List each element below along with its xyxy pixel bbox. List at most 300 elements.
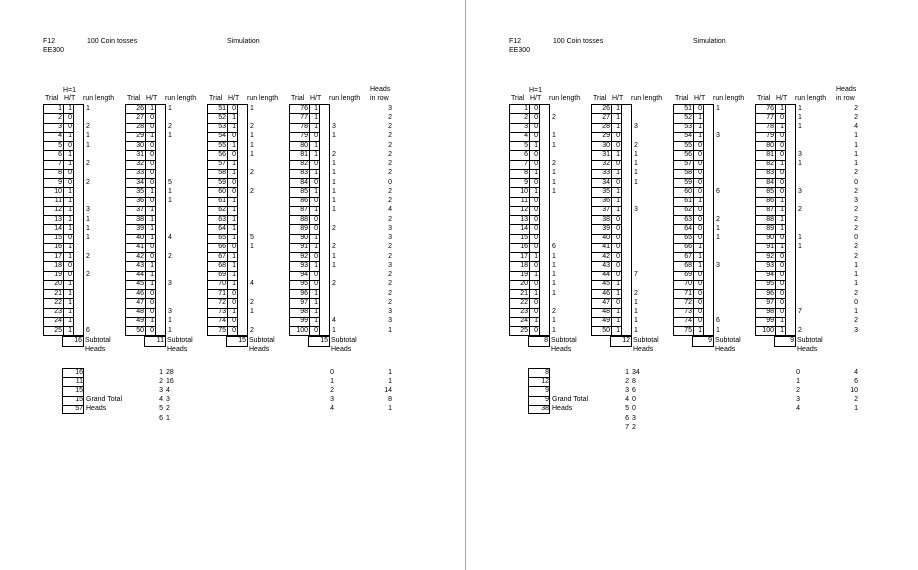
subtotal-label: Subtotal — [551, 336, 577, 344]
trial-number: 99 — [300, 317, 308, 325]
subtotal-value: 12 — [622, 336, 630, 344]
heads-in-row-frequency-key: 3 — [330, 396, 334, 404]
heads-in-row-frequency-count: 1 — [388, 368, 392, 376]
run-length-frequency-key: 2 — [159, 377, 163, 385]
subtotal-label: Subtotal — [331, 336, 357, 344]
toss-result: 1 — [232, 113, 236, 121]
heads-in-row-value: 2 — [854, 187, 858, 195]
trial-number: 91 — [300, 243, 308, 251]
heads-in-row-value: 1 — [854, 150, 858, 158]
subtotal-value: 9 — [708, 336, 712, 344]
col-header-run-length: run length — [631, 95, 663, 102]
toss-result: 0 — [534, 234, 538, 241]
trial-number: 48 — [602, 308, 610, 315]
toss-result: 0 — [232, 289, 236, 297]
run-length-value: 2 — [798, 206, 802, 214]
toss-result: 1 — [780, 224, 784, 232]
trial-number: 86 — [766, 197, 774, 204]
trial-number: 97 — [766, 298, 774, 306]
subtotal-label: Subtotal — [797, 336, 823, 344]
run-length-value: 1 — [552, 317, 556, 325]
run-length-value: 5 — [250, 234, 254, 241]
run-length-value: 3 — [86, 206, 90, 214]
toss-result: 0 — [232, 187, 236, 195]
toss-result: 0 — [534, 298, 538, 306]
subtotal-value: 9 — [790, 336, 794, 344]
heads-in-row-value: 2 — [388, 215, 392, 223]
trial-number: 67 — [218, 252, 226, 260]
run-length-frequency-count: 0 — [632, 405, 636, 413]
col-header-ht: H/T — [146, 95, 158, 102]
toss-result: 1 — [150, 224, 154, 232]
trial-number: 2 — [524, 113, 528, 121]
trial-number: 41 — [136, 243, 144, 251]
toss-result: 0 — [616, 298, 620, 306]
toss-result: 0 — [698, 280, 702, 288]
toss-result: 1 — [150, 280, 154, 288]
trial-number: 13 — [520, 215, 528, 223]
toss-result: 1 — [232, 197, 236, 204]
trial-number: 5 — [58, 141, 62, 149]
trial-number: 64 — [218, 224, 226, 232]
trial-number: 76 — [766, 104, 774, 112]
trial-number: 21 — [520, 289, 528, 297]
run-length-value: 1 — [716, 224, 720, 232]
trial-number: 58 — [218, 169, 226, 177]
run-length-value: 1 — [552, 280, 556, 288]
summary-subtotal-value: 16 — [75, 368, 83, 376]
run-length-frequency-count: 28 — [166, 368, 174, 376]
toss-result: 0 — [780, 141, 784, 149]
toss-result: 0 — [616, 215, 620, 223]
toss-result: 0 — [232, 243, 236, 251]
col-header-trial: Trial — [45, 95, 59, 102]
run-length-frequency-key: 4 — [159, 396, 163, 404]
trial-number: 52 — [684, 113, 692, 121]
run-length-value: 1 — [332, 326, 336, 334]
toss-result: 1 — [232, 234, 236, 241]
toss-result: 0 — [780, 252, 784, 260]
toss-result: 0 — [150, 178, 154, 186]
trial-number: 84 — [766, 178, 774, 186]
run-length-value: 1 — [168, 317, 172, 325]
trial-number: 44 — [602, 271, 610, 278]
col-header-run-length: run length — [165, 95, 197, 102]
toss-result: 1 — [780, 123, 784, 130]
heads-in-row-value: 0 — [854, 234, 858, 241]
run-length-value: 1 — [634, 150, 638, 158]
heads-in-row-value: 2 — [388, 289, 392, 297]
trial-number: 33 — [136, 169, 144, 177]
toss-result: 1 — [68, 317, 72, 325]
toss-result: 1 — [616, 187, 620, 195]
heads-in-row-value: 3 — [854, 197, 858, 204]
run-length-value: 1 — [250, 150, 254, 158]
trial-number: 11 — [54, 197, 62, 204]
run-length-value: 1 — [250, 141, 254, 149]
heads-in-row-frequency-count: 4 — [854, 368, 858, 376]
trial-number: 18 — [54, 261, 62, 269]
run-length-value: 1 — [332, 252, 336, 260]
trial-number: 83 — [766, 169, 774, 177]
trial-number: 32 — [136, 160, 144, 167]
trial-number: 4 — [58, 132, 62, 140]
trial-number: 56 — [684, 150, 692, 158]
toss-result: 1 — [534, 289, 538, 297]
trial-number: 51 — [684, 104, 692, 112]
run-length-value: 1 — [634, 178, 638, 186]
toss-result: 0 — [232, 298, 236, 306]
trial-number: 8 — [524, 169, 528, 177]
toss-result: 0 — [314, 252, 318, 260]
trial-number: 66 — [218, 243, 226, 251]
trial-number: 68 — [684, 261, 692, 269]
col-header-heads: Heads — [370, 86, 391, 93]
toss-result: 1 — [780, 326, 784, 334]
sheet-kind: Simulation — [693, 38, 726, 45]
run-length-value: 2 — [86, 252, 90, 260]
trial-number: 75 — [218, 326, 226, 334]
trial-number: 27 — [136, 113, 144, 121]
sheet-kind: Simulation — [227, 38, 260, 45]
col-header-trial: Trial — [291, 95, 305, 102]
heads-in-row-frequency-key: 0 — [796, 368, 800, 376]
run-length-frequency-key: 5 — [625, 405, 629, 413]
toss-result: 1 — [150, 317, 154, 325]
toss-result: 0 — [698, 187, 702, 195]
trial-number: 18 — [520, 261, 528, 269]
course-label: EE300 — [509, 47, 531, 54]
run-length-frequency-key: 3 — [159, 386, 163, 394]
trial-number: 61 — [684, 197, 692, 204]
heads-in-row-value: 2 — [388, 187, 392, 195]
trial-number: 60 — [684, 187, 692, 195]
trial-number: 25 — [54, 326, 62, 334]
toss-result: 0 — [780, 150, 784, 158]
trial-number: 85 — [300, 187, 308, 195]
run-length-value: 1 — [716, 326, 720, 334]
trial-number: 33 — [602, 169, 610, 177]
trial-number: 29 — [602, 132, 610, 140]
run-length-value: 1 — [168, 326, 172, 334]
run-length-value: 3 — [332, 123, 336, 130]
toss-result: 1 — [780, 197, 784, 204]
trial-number: 19 — [520, 271, 528, 278]
run-length-value: 1 — [552, 169, 556, 177]
table-col-separator — [703, 104, 704, 336]
trial-number: 11 — [520, 197, 528, 204]
heads-in-row-value: 4 — [854, 123, 858, 130]
heads-label: Heads — [551, 345, 572, 353]
toss-result: 1 — [780, 160, 784, 167]
subtotal-label: Subtotal — [249, 336, 275, 344]
toss-result: 0 — [616, 261, 620, 269]
heads-label: Heads — [331, 345, 352, 353]
toss-result: 0 — [232, 178, 236, 186]
trial-number: 23 — [54, 308, 62, 315]
trial-number: 54 — [218, 132, 226, 140]
trial-number: 87 — [766, 206, 774, 214]
run-length-value: 1 — [634, 169, 638, 177]
trial-number: 98 — [766, 308, 774, 315]
toss-result: 0 — [314, 224, 318, 232]
toss-result: 0 — [698, 169, 702, 177]
toss-result: 1 — [232, 160, 236, 167]
subtotal-value: 11 — [156, 336, 164, 344]
heads-in-row-value: 2 — [854, 113, 858, 121]
run-length-value: 1 — [168, 197, 172, 204]
heads-in-row-value: 2 — [388, 141, 392, 149]
heads-in-row-value: 3 — [388, 308, 392, 315]
run-length-value: 2 — [332, 150, 336, 158]
heads-in-row-value: 1 — [854, 261, 858, 269]
run-length-value: 1 — [168, 187, 172, 195]
run-length-value: 1 — [552, 132, 556, 140]
toss-result: 1 — [698, 197, 702, 204]
col-header-run-length: run length — [795, 95, 827, 102]
toss-result: 1 — [616, 326, 620, 334]
run-length-value: 1 — [552, 289, 556, 297]
run-length-value: 2 — [250, 123, 254, 130]
heads-in-row-value: 2 — [854, 215, 858, 223]
trial-number: 20 — [520, 280, 528, 288]
trial-number: 39 — [602, 224, 610, 232]
trial-number: 5 — [524, 141, 528, 149]
run-length-value: 1 — [332, 132, 336, 140]
run-length-value: 1 — [86, 224, 90, 232]
toss-result: 1 — [314, 169, 318, 177]
trial-number: 93 — [300, 261, 308, 269]
run-length-value: 2 — [86, 178, 90, 186]
toss-result: 0 — [780, 169, 784, 177]
table-col-separator — [155, 104, 156, 336]
toss-result: 0 — [616, 252, 620, 260]
col-header-in-row: in row — [370, 95, 389, 102]
trial-number: 100 — [762, 326, 774, 334]
trial-number: 7 — [58, 160, 62, 167]
toss-result: 1 — [232, 141, 236, 149]
run-length-value: 2 — [168, 123, 172, 130]
trial-number: 48 — [136, 308, 144, 315]
trial-number: 80 — [766, 141, 774, 149]
trial-number: 35 — [136, 187, 144, 195]
trial-number: 3 — [58, 123, 62, 130]
run-length-value: 7 — [798, 308, 802, 315]
toss-result: 1 — [232, 169, 236, 177]
run-length-frequency-count: 2 — [166, 405, 170, 413]
toss-result: 1 — [780, 206, 784, 214]
run-length-value: 1 — [798, 123, 802, 130]
toss-result: 1 — [68, 308, 72, 315]
toss-result: 0 — [780, 187, 784, 195]
run-length-frequency-key: 5 — [159, 405, 163, 413]
trial-number: 9 — [524, 178, 528, 186]
trial-number: 79 — [300, 132, 308, 140]
trial-number: 66 — [684, 243, 692, 251]
trial-number: 72 — [218, 298, 226, 306]
toss-result: 0 — [698, 234, 702, 241]
heads-in-row-frequency-count: 1 — [388, 377, 392, 385]
run-length-frequency-count: 1 — [166, 414, 170, 422]
toss-result: 1 — [314, 187, 318, 195]
toss-result: 1 — [68, 215, 72, 223]
toss-result: 1 — [314, 243, 318, 251]
heads-in-row-frequency-key: 3 — [796, 396, 800, 404]
run-length-value: 5 — [168, 178, 172, 186]
toss-result: 1 — [232, 123, 236, 130]
toss-result: 1 — [314, 206, 318, 214]
summary-subtotal-value: 11 — [75, 377, 83, 385]
heads-in-row-value: 0 — [854, 178, 858, 186]
trial-number: 71 — [684, 289, 692, 297]
heads-in-row-frequency-count: 8 — [388, 396, 392, 404]
run-length-value: 1 — [552, 178, 556, 186]
run-length-value: 1 — [798, 113, 802, 121]
toss-result: 1 — [534, 271, 538, 278]
trial-number: 96 — [300, 289, 308, 297]
trial-number: 14 — [520, 224, 528, 232]
trial-number: 78 — [300, 123, 308, 130]
trial-number: 72 — [684, 298, 692, 306]
toss-result: 1 — [616, 169, 620, 177]
trial-number: 50 — [136, 326, 144, 334]
toss-result: 1 — [68, 206, 72, 214]
trial-number: 43 — [602, 261, 610, 269]
heads-equals-one-label: H=1 — [529, 87, 543, 94]
heads-in-row-value: 1 — [854, 308, 858, 315]
table-col-separator — [621, 104, 622, 336]
trial-number: 88 — [300, 215, 308, 223]
toss-result: 0 — [68, 123, 72, 130]
run-length-value: 6 — [716, 317, 720, 325]
trial-number: 12 — [520, 206, 528, 214]
toss-result: 1 — [68, 150, 72, 158]
heads-in-row-value: 1 — [854, 271, 858, 278]
toss-result: 1 — [698, 243, 702, 251]
subtotal-value: 16 — [74, 336, 82, 344]
trial-number: 30 — [136, 141, 144, 149]
heads-in-row-value: 2 — [388, 280, 392, 288]
col-header-trial: Trial — [593, 95, 607, 102]
heads-in-row-value: 1 — [854, 132, 858, 140]
trial-number: 59 — [684, 178, 692, 186]
col-header-trial: Trial — [675, 95, 689, 102]
summary-subtotal-value: 9 — [545, 396, 549, 404]
heads-in-row-value: 2 — [854, 169, 858, 177]
toss-result: 1 — [616, 150, 620, 158]
trial-number: 75 — [684, 326, 692, 334]
run-length-frequency-key: 7 — [625, 423, 629, 431]
toss-result: 1 — [314, 141, 318, 149]
trial-number: 36 — [136, 197, 144, 204]
heads-in-row-frequency-key: 4 — [330, 405, 334, 413]
toss-result: 0 — [698, 104, 702, 112]
toss-result: 0 — [534, 280, 538, 288]
toss-result: 0 — [534, 160, 538, 167]
toss-result: 0 — [698, 178, 702, 186]
col-header-trial: Trial — [511, 95, 525, 102]
toss-result: 1 — [68, 243, 72, 251]
toss-result: 0 — [534, 132, 538, 140]
toss-result: 0 — [68, 234, 72, 241]
trial-number: 45 — [136, 280, 144, 288]
heads-in-row-value: 4 — [388, 206, 392, 214]
toss-result: 1 — [150, 132, 154, 140]
trial-number: 61 — [218, 197, 226, 204]
heads-in-row-value: 3 — [388, 224, 392, 232]
toss-result: 0 — [780, 308, 784, 315]
heads-in-row-value: 2 — [388, 160, 392, 167]
trial-number: 59 — [218, 178, 226, 186]
trial-number: 53 — [684, 123, 692, 130]
run-length-value: 2 — [634, 289, 638, 297]
col-header-in-row: in row — [836, 95, 855, 102]
summary-subtotal-value: 9 — [545, 386, 549, 394]
heads-in-row-frequency-key: 2 — [796, 386, 800, 394]
trial-number: 35 — [602, 187, 610, 195]
trial-number: 31 — [602, 150, 610, 158]
heads-in-row-value: 2 — [854, 224, 858, 232]
summary-subtotal-value: 57 — [75, 405, 83, 413]
run-length-value: 1 — [552, 141, 556, 149]
heads-in-row-value: 2 — [388, 113, 392, 121]
trial-number: 89 — [300, 224, 308, 232]
toss-result: 1 — [780, 104, 784, 112]
toss-result: 0 — [232, 317, 236, 325]
toss-result: 1 — [314, 123, 318, 130]
heads-label: Heads — [633, 345, 654, 353]
trial-number: 6 — [524, 150, 528, 158]
trial-number: 100 — [296, 326, 308, 334]
toss-result: 0 — [780, 271, 784, 278]
toss-result: 1 — [232, 280, 236, 288]
toss-result: 0 — [534, 243, 538, 251]
toss-result: 0 — [698, 308, 702, 315]
run-length-value: 1 — [552, 187, 556, 195]
run-length-value: 2 — [552, 160, 556, 167]
heads-in-row-value: 2 — [854, 252, 858, 260]
run-length-value: 2 — [86, 271, 90, 278]
toss-result: 0 — [698, 289, 702, 297]
toss-result: 1 — [68, 224, 72, 232]
trial-number: 49 — [602, 317, 610, 325]
toss-result: 1 — [314, 261, 318, 269]
trial-number: 39 — [136, 224, 144, 232]
toss-result: 0 — [534, 215, 538, 223]
trial-number: 50 — [602, 326, 610, 334]
trial-number: 13 — [54, 215, 62, 223]
trial-number: 78 — [766, 123, 774, 130]
toss-result: 1 — [698, 252, 702, 260]
heads-in-row-value: 2 — [388, 150, 392, 158]
toss-result: 0 — [780, 113, 784, 121]
trial-number: 17 — [54, 252, 62, 260]
run-length-value: 3 — [716, 132, 720, 140]
trial-number: 94 — [766, 271, 774, 278]
run-length-frequency-count: 3 — [632, 414, 636, 422]
run-length-value: 6 — [716, 187, 720, 195]
toss-result: 1 — [68, 280, 72, 288]
heads-in-row-frequency-count: 10 — [850, 386, 858, 394]
run-length-value: 1 — [332, 187, 336, 195]
run-length-value: 1 — [716, 104, 720, 112]
toss-result: 1 — [150, 215, 154, 223]
summary-subtotal-value: 38 — [541, 405, 549, 413]
trial-number: 23 — [520, 308, 528, 315]
heads-in-row-value: 1 — [854, 280, 858, 288]
run-length-value: 4 — [250, 280, 254, 288]
toss-result: 1 — [698, 123, 702, 130]
